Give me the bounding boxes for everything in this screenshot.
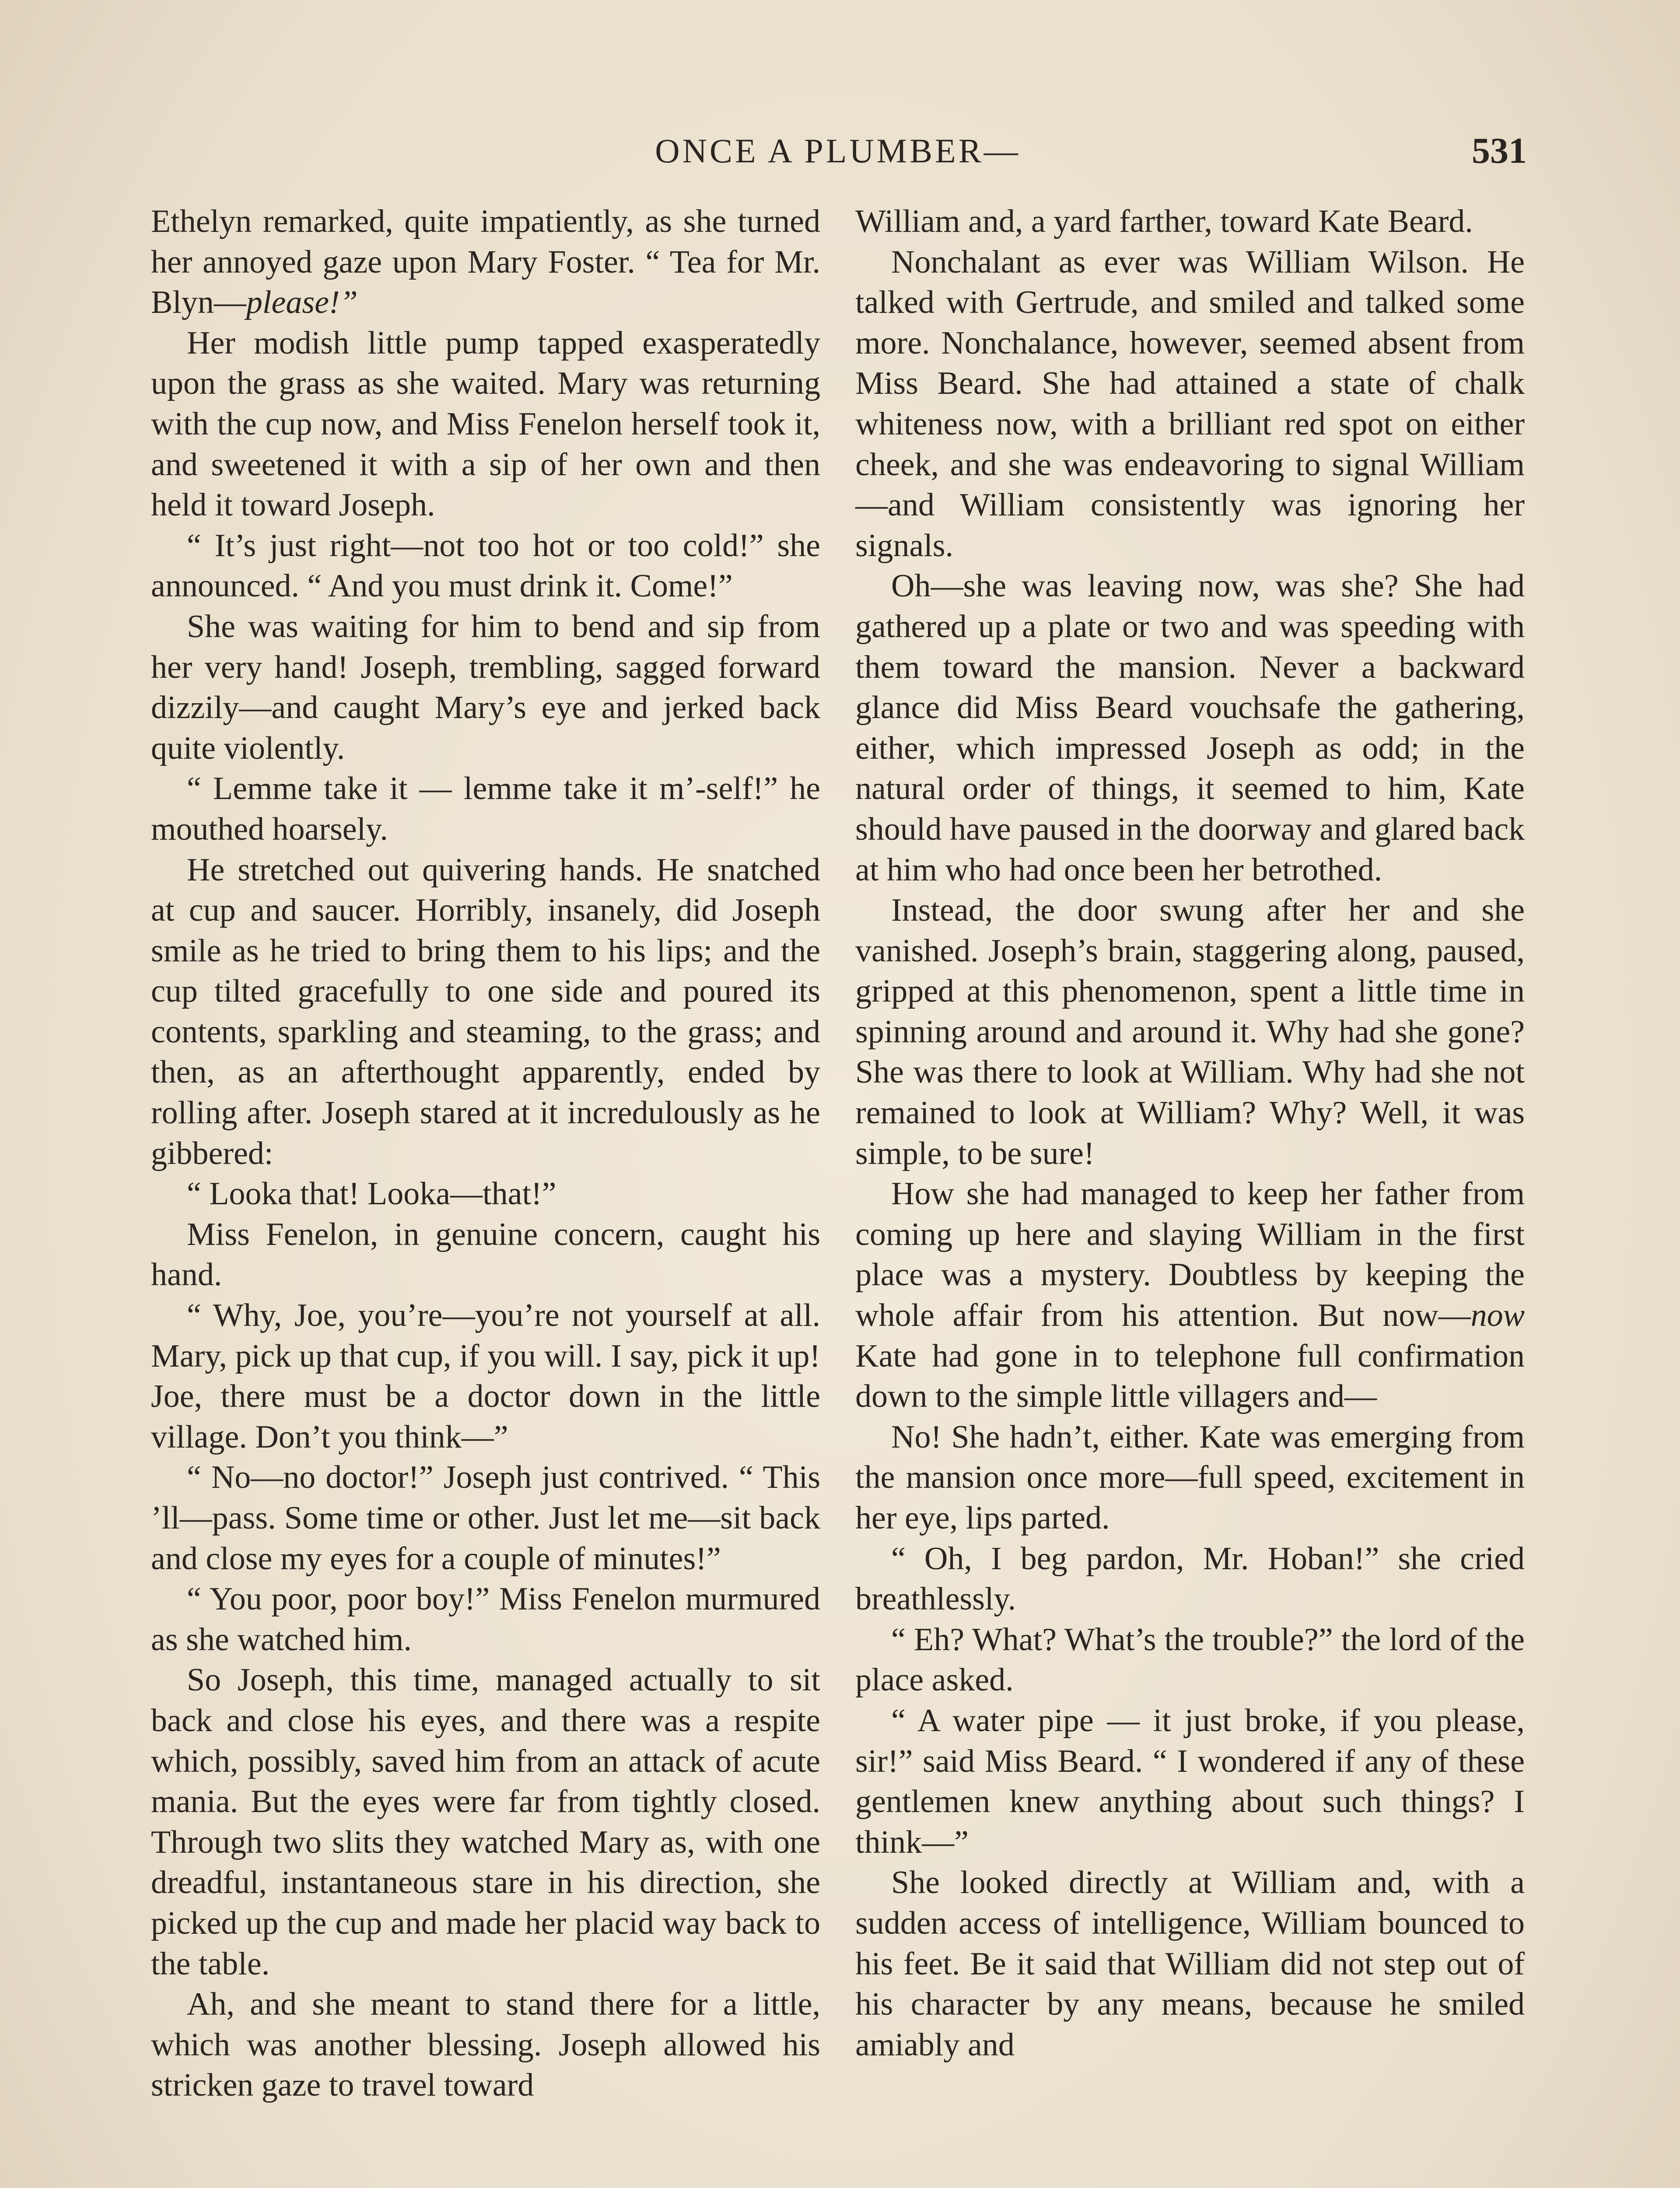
paragraph: “ Eh? What? What’s the trouble?” the lord of the place asked. bbox=[855, 1621, 1525, 1698]
paragraph: Oh—she was leaving now, was she? She had gathered up a plate or two and was speeding with them toward the mansion. Never a backward glance did Miss Beard vouchsafe the gathering, either, which impressed Joseph as odd; in the natural order of things, it seemed to him, Kate should have paused in the doorway and glared back at him who had once been her betrothed. bbox=[855, 568, 1525, 888]
paragraph: “ No—no doctor!” Joseph just contrived. “ This ’ll—pass. Some time or other. Just let me—sit back and close my eyes for a couple of minutes!” bbox=[151, 1459, 820, 1577]
right-column bbox=[855, 201, 1525, 2065]
paragraph: Ah, and she meant to stand there for a little, which was another blessing. Joseph allowed his stricken gaze to travel toward bbox=[151, 1986, 820, 2104]
paragraph: How she had managed to keep her father from coming up here and slaying William in the first place was a mystery. Doubtless by keeping the whole affair from his attention. But now—now Kate had gone in to telephone full confirmation down to the simple little villagers and— bbox=[855, 1176, 1525, 1415]
paragraph: Her modish little pump tapped exasperatedly upon the grass as she waited. Mary was returning with the cup now, and Miss Fenelon herself took it, and sweetened it with a sip of her own and then held it toward Joseph. bbox=[151, 325, 820, 523]
paragraph: William and, a yard farther, toward Kate Beard. bbox=[855, 203, 1473, 239]
paragraph: “ It’s just right—not too hot or too cold!” she announced. “ And you must drink it. Come!” bbox=[151, 527, 820, 604]
paragraph: No! She hadn’t, either. Kate was emerging from the mansion once more—full speed, excitement in her eye, lips parted. bbox=[855, 1419, 1525, 1536]
paragraph: “ Lemme take it — lemme take it m’-self!” he mouthed hoarsely. bbox=[151, 771, 820, 847]
paragraph: Ethelyn remarked, quite impatiently, as she turned her annoyed gaze upon Mary Foster. “ Tea for Mr. Blyn—please!” bbox=[151, 203, 820, 321]
paragraph: “ Oh, I beg pardon, Mr. Hoban!” she cried breathlessly. bbox=[855, 1540, 1525, 1617]
paragraph: Instead, the door swung after her and she vanished. Joseph’s brain, staggering along, paused, gripped at this phenomenon, spent a little time in spinning around and around it. Why had she gone? She was there to look at William. Why had she not remained to look at William? Why? Well, it was simple, to be sure! bbox=[855, 892, 1525, 1171]
paragraph: “ Why, Joe, you’re—you’re not yourself at all. Mary, pick up that cup, if you will. I say, pick it up! Joe, there must be a doctor down in the little village. Don’t you think—” bbox=[151, 1297, 820, 1455]
paragraph: Miss Fenelon, in genuine concern, caught his hand. bbox=[151, 1216, 820, 1293]
paragraph: “ You poor, poor boy!” Miss Fenelon murmured as she watched him. bbox=[151, 1581, 820, 1658]
running-head: ONCE A PLUMBER— bbox=[655, 132, 1021, 170]
page-number: 531 bbox=[1472, 130, 1527, 171]
paragraph: So Joseph, this time, managed actually to sit back and close his eyes, and there was a respite which, possibly, saved him from an attack of acute mania. But the eyes were far from tightly closed. Through two slits they watched Mary as, with one dreadful, instantaneous stare in his direction, she picked up the cup and made her placid way back to the table. bbox=[151, 1662, 820, 1982]
paragraph: She looked directly at William and, with a sudden access of intelligence, William bounced to his feet. Be it said that William did not step out of his character by any means, because he smiled amiably and bbox=[855, 1865, 1525, 2063]
left-column bbox=[151, 201, 820, 2106]
page-header bbox=[149, 127, 1527, 175]
paragraph: He stretched out quivering hands. He snatched at cup and saucer. Horribly, insanely, did Joseph smile as he tried to bring them to his lips; and the cup tilted gracefully to one side and poured its contents, sparkling and steaming, to the grass; and then, as an afterthought apparently, ended by rolling after. Joseph stared at it incredulously as he gibbered: bbox=[151, 852, 820, 1171]
paragraph: She was waiting for him to bend and sip from her very hand! Joseph, trembling, sagged forward dizzily—and caught Mary’s eye and jerked back quite violently. bbox=[151, 608, 820, 766]
paragraph: “ Looka that! Looka—that!” bbox=[187, 1176, 556, 1212]
paragraph: “ A water pipe — it just broke, if you please, sir!” said Miss Beard. “ I wondered if any of these gentlemen knew anything about such things? I think—” bbox=[855, 1702, 1525, 1860]
paragraph: Nonchalant as ever was William Wilson. He talked with Gertrude, and smiled and talked some more. Nonchalance, however, seemed absent from Miss Beard. She had attained a state of chalk whiteness now, with a brilliant red spot on either cheek, and she was endeavoring to signal William —and William consistently was ignoring her signals. bbox=[855, 244, 1525, 564]
